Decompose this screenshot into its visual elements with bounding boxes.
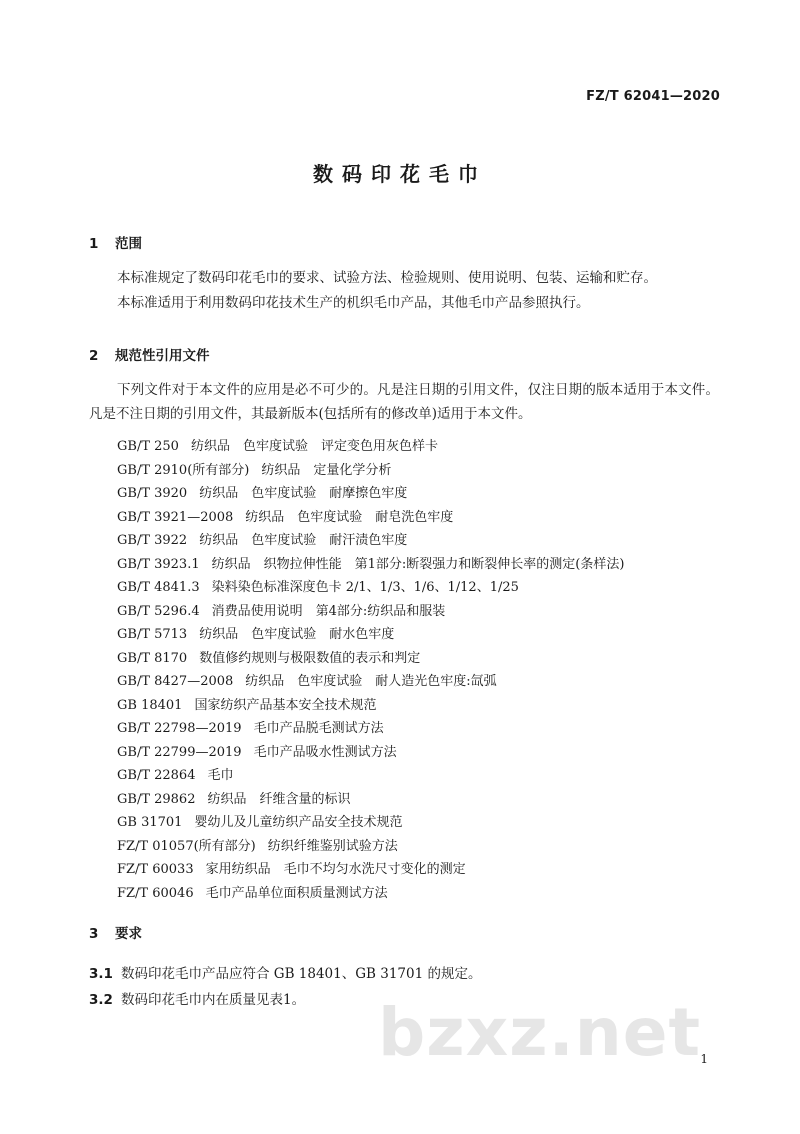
reference-item: [117, 506, 624, 530]
reference-item: [117, 741, 624, 765]
reference-item: [117, 459, 624, 483]
reference-title: 婴幼儿及儿童纺织产品安全技术规范: [194, 815, 403, 830]
watermark: bzxz.net: [378, 994, 702, 1071]
reference-item: [117, 647, 624, 671]
requirement-clause: [89, 962, 481, 982]
reference-code: GB/T 3921—2008: [117, 509, 234, 525]
section-number: 3: [89, 926, 99, 942]
clause-number: 3.1: [89, 966, 113, 982]
reference-code: FZ/T 01057(所有部分): [117, 838, 256, 854]
section-heading-requirements: [89, 922, 142, 942]
reference-code: GB/T 22799—2019: [117, 744, 242, 760]
clause-text: 数码印花毛巾内在质量见表1。: [121, 992, 306, 1008]
reference-title: 毛巾产品单位面积质量测试方法: [205, 885, 388, 901]
reference-title: 毛巾: [207, 768, 234, 783]
reference-code: GB/T 29862: [117, 791, 196, 807]
section-title: 范围: [115, 236, 142, 252]
reference-title: 消费品使用说明 第4部分:纺织品和服装: [211, 603, 446, 619]
reference-item: [117, 835, 624, 859]
normative-refs-intro: 下列文件对于本文件的应用是必不可少的。凡是注日期的引用文件，仅注日期的版本适用于本文件。凡是不注日期的引用文件，其最新版本(包括所有的修改单)适用于本文件。: [89, 382, 719, 422]
reference-item: [117, 858, 624, 882]
reference-title: 毛巾产品吸水性测试方法: [253, 744, 397, 760]
reference-code: FZ/T 60046: [117, 885, 194, 901]
reference-code: GB/T 250: [117, 439, 179, 454]
reference-code: GB/T 3920: [117, 486, 188, 501]
reference-title: 国家纺织产品基本安全技术规范: [194, 697, 377, 713]
reference-title: 染料染色标准深度色卡 2/1、1/3、1/6、1/12、1/25: [211, 580, 519, 595]
clause-number: 3.2: [89, 992, 113, 1008]
reference-item: [117, 600, 624, 624]
reference-title: 毛巾产品脱毛测试方法: [253, 721, 384, 736]
section-number: 1: [89, 236, 99, 252]
reference-title: 家用纺织品 毛巾不均匀水洗尺寸变化的测定: [205, 862, 466, 877]
reference-item: [117, 529, 624, 553]
reference-item: [117, 811, 624, 835]
reference-item: [117, 788, 624, 812]
reference-title: 纺织品 色牢度试验 耐皂洗色牢度: [245, 509, 454, 525]
reference-title: 纺织品 织物拉伸性能 第1部分:断裂强力和断裂伸长率的测定(条样法): [211, 556, 625, 572]
reference-title: 纺织品 纤维含量的标识: [207, 791, 351, 807]
reference-title: 纺织纤维鉴别试验方法: [267, 838, 398, 854]
reference-item: [117, 717, 624, 741]
reference-title: 数值修约规则与极限数值的表示和判定: [199, 650, 421, 666]
reference-title: 纺织品 色牢度试验 评定变色用灰色样卡: [190, 439, 438, 454]
clause-text: 数码印花毛巾产品应符合 GB 18401、GB 31701 的规定。: [121, 966, 482, 982]
reference-code: GB/T 8170: [117, 650, 188, 666]
reference-code: GB/T 3923.1: [117, 556, 200, 572]
reference-code: GB/T 3922: [117, 533, 188, 548]
reference-title: 纺织品 色牢度试验 耐摩擦色牢度: [199, 486, 408, 501]
reference-item: [117, 764, 624, 788]
reference-item: [117, 882, 624, 906]
reference-code: GB/T 22864: [117, 768, 196, 783]
reference-code: GB/T 2910(所有部分): [117, 462, 250, 478]
page-number: 1: [700, 1052, 708, 1066]
reference-title: 纺织品 色牢度试验 耐水色牢度: [199, 627, 395, 642]
reference-item: [117, 670, 624, 694]
reference-title: 纺织品 色牢度试验 耐汗渍色牢度: [199, 533, 408, 548]
reference-title: 纺织品 色牢度试验 耐人造光色牢度:氙弧: [245, 674, 497, 689]
reference-item: [117, 623, 624, 647]
reference-code: GB 18401: [117, 697, 183, 713]
reference-item: [117, 435, 624, 459]
reference-code: GB/T 8427—2008: [117, 674, 234, 689]
reference-item: [117, 482, 624, 506]
reference-code: GB/T 22798—2019: [117, 721, 242, 736]
section-heading-normative-refs: [89, 344, 210, 364]
reference-item: [117, 553, 624, 577]
scope-paragraph: 本标准规定了数码印花毛巾的要求、试验方法、检验规则、使用说明、包装、运输和贮存。: [117, 270, 657, 286]
reference-code: GB/T 5713: [117, 627, 188, 642]
reference-title: 纺织品 定量化学分析: [261, 462, 392, 478]
scope-paragraph: 本标准适用于利用数码印花技术生产的机织毛巾产品，其他毛巾产品参照执行。: [117, 295, 590, 311]
reference-item: [117, 576, 624, 600]
reference-code: FZ/T 60033: [117, 862, 194, 877]
section-number: 2: [89, 348, 99, 364]
reference-list: [117, 435, 624, 905]
reference-code: GB/T 5296.4: [117, 603, 200, 619]
section-title: 规范性引用文件: [115, 348, 210, 364]
requirement-clause: [89, 988, 305, 1008]
reference-code: GB/T 4841.3: [117, 580, 200, 595]
section-title: 要求: [115, 926, 142, 942]
document-title: 数码印花毛巾: [313, 162, 487, 186]
standard-code: FZ/T 62041—2020: [586, 89, 720, 104]
reference-item: [117, 694, 624, 718]
section-heading-scope: [89, 232, 142, 252]
reference-code: GB 31701: [117, 815, 183, 830]
